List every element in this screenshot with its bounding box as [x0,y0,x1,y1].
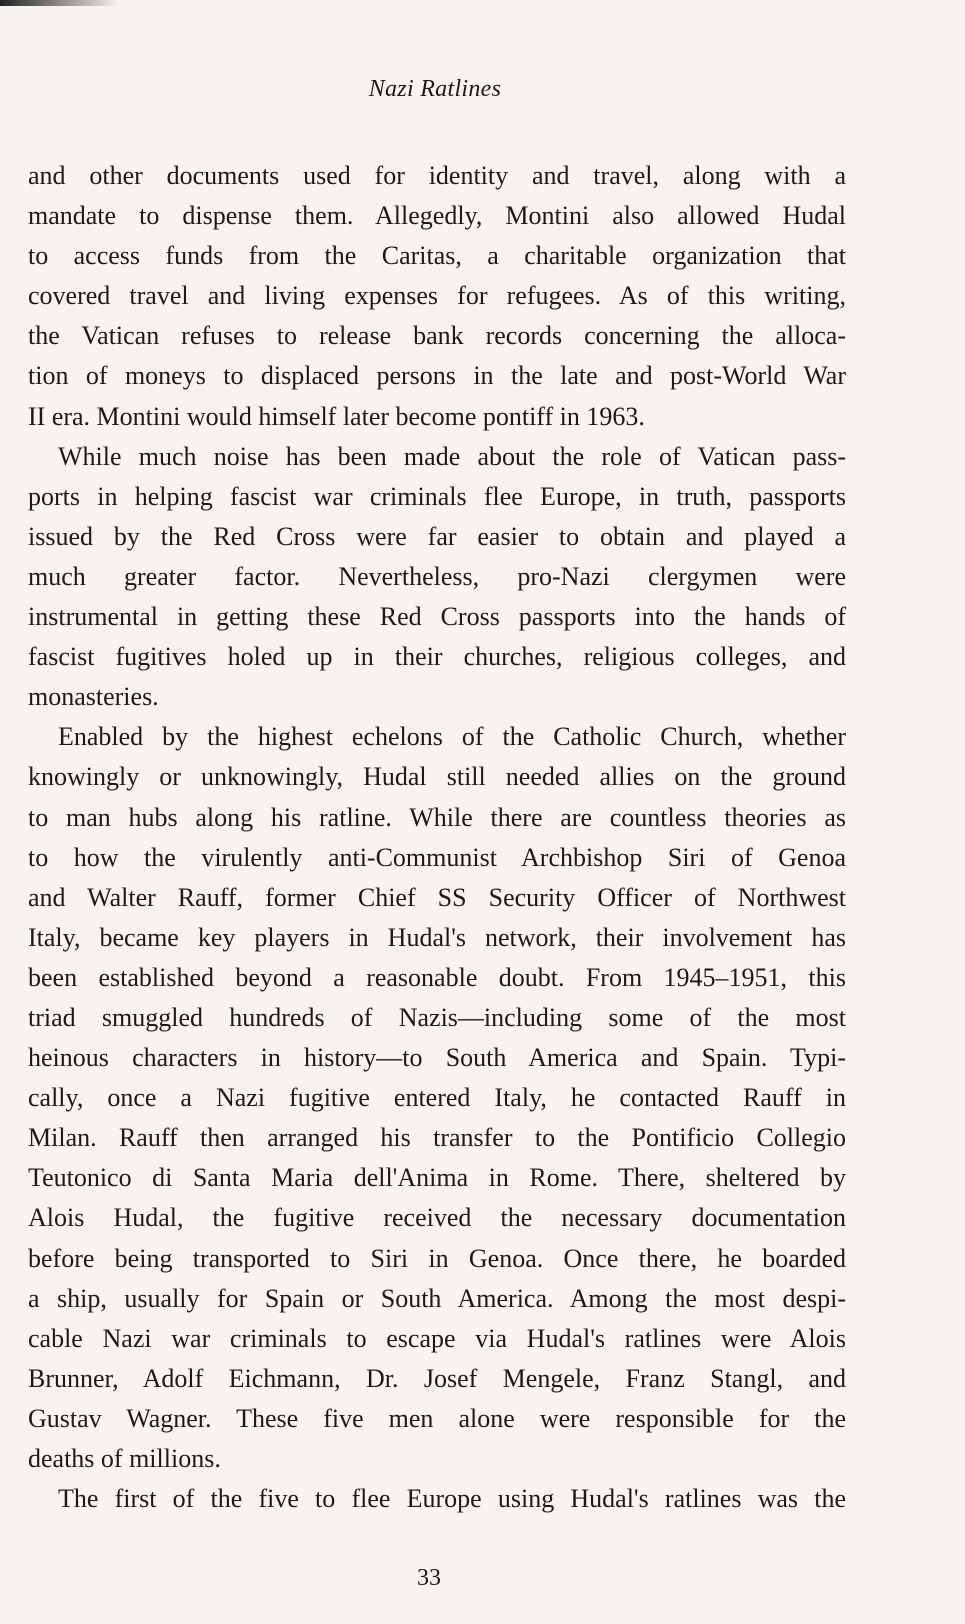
text-line: Italy, became key players in Hudal's network, their involvement has [28,922,846,952]
text-line: ports in helping fascist war criminals flee Europe, in truth, passports [28,481,846,511]
text-line: fascist fugitives holed up in their churches, religious colleges, and [28,642,846,672]
text-line: knowingly or unknowingly, Hudal still needed allies on the ground [28,762,846,792]
text-line: Enabled by the highest echelons of the Catholic Church, whether [58,722,846,752]
text-line: issued by the Red Cross were far easier to obtain and played a [28,521,846,551]
text-line: and Walter Rauff, former Chief SS Security Officer of Northwest [28,882,846,912]
text-line: The first of the five to flee Europe using Hudal's ratlines was the [58,1484,846,1514]
text-line: to man hubs along his ratline. While there are countless theories as [28,802,846,832]
text-line: triad smuggled hundreds of Nazis—including some of the most [28,1002,846,1032]
text-line: to access funds from the Caritas, a charitable organization that [28,241,846,271]
text-line: deaths of millions. [28,1444,221,1473]
text-line: II era. Montini would himself later become pontiff in 1963. [28,401,645,431]
text-line: instrumental in getting these Red Cross passports into the hands of [28,602,846,632]
text-line: been established beyond a reasonable doubt. From 1945–1951, this [28,962,846,992]
text-line: While much noise has been made about the role of Vatican pass- [58,441,846,471]
text-line: the Vatican refuses to release bank records concerning the alloca- [28,321,846,351]
body-text [28,156,846,1519]
text-line: mandate to dispense them. Allegedly, Montini also allowed Hudal [28,201,846,231]
text-line: Alois Hudal, the fugitive received the necessary documentation [28,1203,846,1233]
text-line: much greater factor. Nevertheless, pro-Nazi clergymen were [28,561,846,591]
page-edge-shadow [0,0,120,6]
text-line: Gustav Wagner. These five men alone were responsible for the [28,1403,846,1433]
text-line: to how the virulently anti-Communist Archbishop Siri of Genoa [28,842,846,872]
text-line: a ship, usually for Spain or South America. Among the most despi- [28,1283,846,1313]
text-line: Teutonico di Santa Maria dell'Anima in Rome. There, sheltered by [28,1163,846,1193]
text-line: heinous characters in history—to South America and Spain. Typi- [28,1043,846,1073]
text-line: Milan. Rauff then arranged his transfer to the Pontificio Collegio [28,1123,846,1153]
text-line: covered travel and living expenses for refugees. As of this writing, [28,281,846,311]
text-line: and other documents used for identity and travel, along with a [28,161,846,190]
text-line: monasteries. [28,682,159,712]
text-line: tion of moneys to displaced persons in the late and post-World War [28,361,846,391]
text-line: cally, once a Nazi fugitive entered Italy, he contacted Rauff in [28,1083,846,1113]
text-line: Brunner, Adolf Eichmann, Dr. Josef Mengele, Franz Stangl, and [28,1363,846,1393]
text-line: before being transported to Siri in Genoa. Once there, he boarded [28,1243,846,1273]
running-head: Nazi Ratlines [368,76,502,102]
text-line: cable Nazi war criminals to escape via Hudal's ratlines were Alois [28,1323,846,1353]
page-number: 33 [417,1565,441,1591]
